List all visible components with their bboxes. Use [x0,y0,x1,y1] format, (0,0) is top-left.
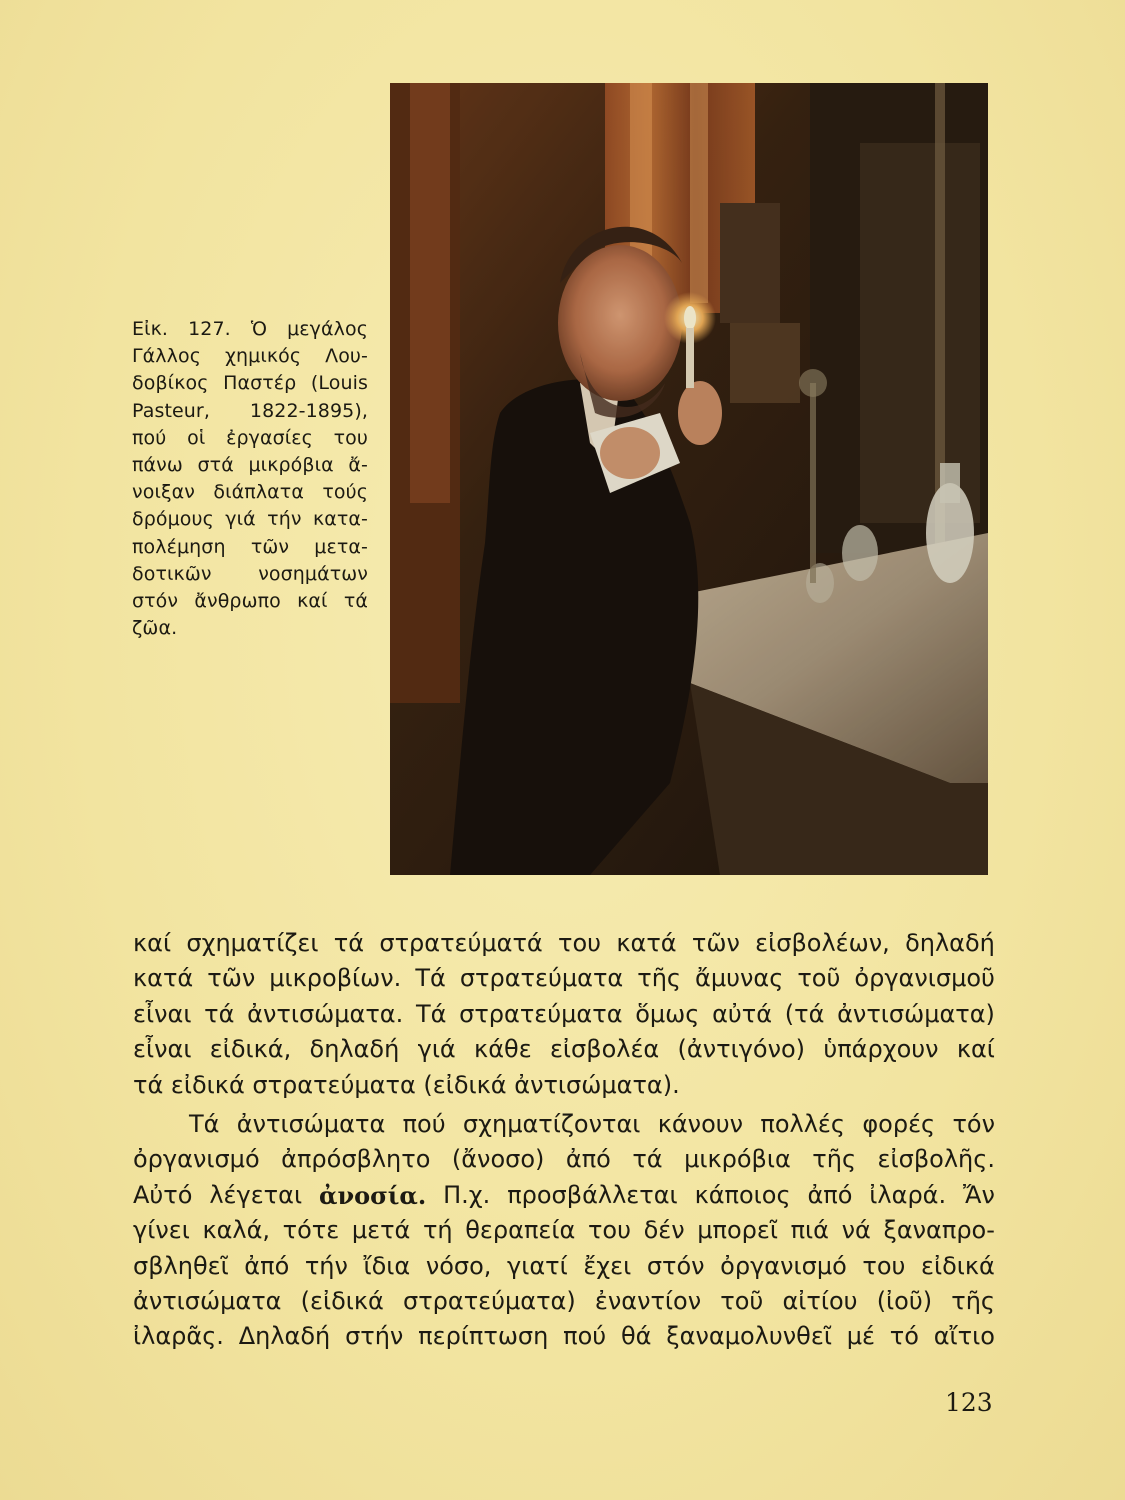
caption-line: Pasteur, 1822-1895), [132,399,368,422]
body-line [133,1032,995,1067]
text-line: εἶναι εἰδικά, δηλαδή γιά κάθε εἰσβολέα (ἀντιγόνο) ὑπάρχουν καί [133,1035,995,1064]
page-number: 123 [945,1388,993,1417]
body-line [133,1107,995,1142]
body-line [133,961,995,996]
figure-caption [132,316,368,642]
text-line: Τά ἀντισώματα πού σχηματίζονται κάνουν πολλές φορές τόν [189,1110,995,1139]
body-line [133,1249,995,1284]
body-line [133,997,995,1032]
body-text [133,926,995,1355]
text-line-with-bold: Αὐτό λέγεται ἀνοσία. Π.χ. προσβάλλεται κάποιος ἀπό ἰλαρά. Ἄν [133,1180,995,1210]
caption-line: δοβίκος Παστέρ (Louis [132,372,368,395]
text-line: γίνει καλά, τότε μετά τή θεραπεία του δέν μπορεῖ πιά νά ξαναπρο- [133,1216,995,1245]
body-line [133,1213,995,1248]
portrait-photo-icon [390,83,988,875]
text-line: σβληθεῖ ἀπό τήν ἴδια νόσο, γιατί ἔχει στόν ὀργανισμό του εἰδικά [133,1251,995,1280]
body-line [133,1068,995,1103]
caption-line: πού οἱ ἐργασίες του [132,426,368,449]
caption-line: στόν ἄνθρωπο καί τά [132,590,368,613]
caption-line: Γάλλος χημικός Λου- [132,345,368,368]
caption-line: Εἰκ. 127. Ὁ μεγάλος [132,318,368,340]
caption-line: νοιξαν διάπλατα τούς [132,481,368,504]
caption-line: δρόμους γιά τήν κατα- [132,508,368,531]
body-line [133,926,995,961]
body-line [133,1319,995,1354]
text-line: τά εἰδικά στρατεύματα (εἰδικά ἀντισώματα). [133,1070,680,1099]
caption-line: δοτικῶν νοσημάτων [132,562,368,585]
pasteur-portrait-photo [390,83,988,875]
text-line: ἀντισώματα (εἰδικά στρατεύματα) ἐναντίον τοῦ αἰτίου (ἰοῦ) τῆς [133,1287,995,1316]
caption-line: πολέμηση τῶν μετα- [132,535,368,558]
text-line: ὀργανισμό ἀπρόσβλητο (ἄνοσο) ἀπό τά μικρόβια τῆς εἰσβολῆς. [133,1145,995,1174]
text-line: εἶναι τά ἀντισώματα. Τά στρατεύματα ὅμως αὐτά (τά ἀντισώματα) [133,999,995,1028]
caption-line: πάνω στά μικρόβια ἄ- [132,454,368,477]
text-line: κατά τῶν μικροβίων. Τά στρατεύματα τῆς ἄμυνας τοῦ ὀργανισμοῦ [133,964,995,993]
body-line [133,1284,995,1319]
body-line [133,1142,995,1177]
text-line: ἰλαρᾶς. Δηλαδή στήν περίπτωση πού θά ξαναμολυνθεῖ μέ τό αἴτιο [133,1322,995,1351]
caption-line: ζῶα. [132,617,178,640]
body-line-with-term [133,1178,995,1213]
text-line: καί σχηματίζει τά στρατεύματά του κατά τῶν εἰσβολέων, δηλαδή [133,929,995,957]
